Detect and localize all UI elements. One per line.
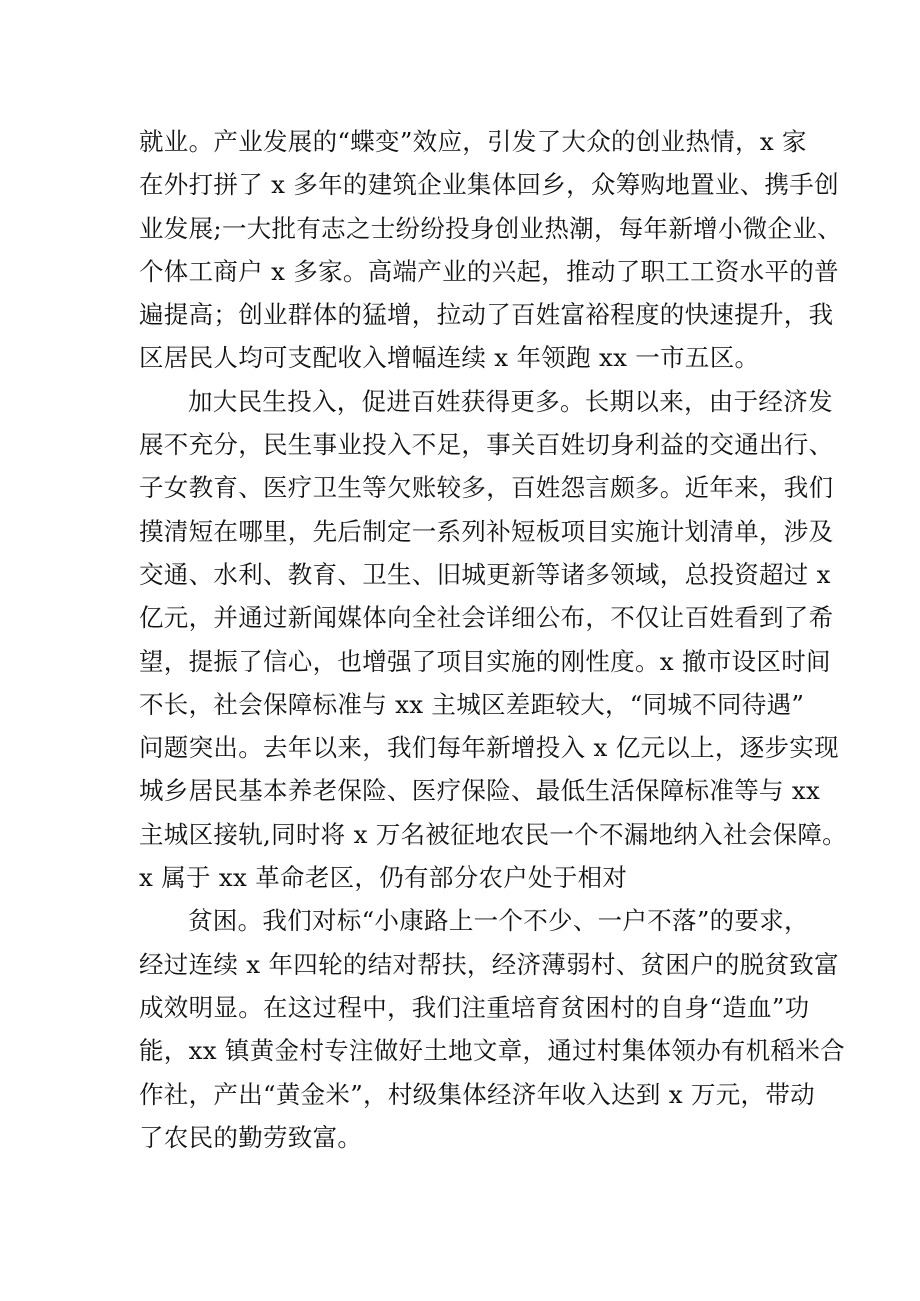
paragraph-start-line: 贫困。我们对标“小康路上一个不少、一户不落”的要求，	[188, 906, 809, 936]
text-line: 作社，产出“黄金米”，村级集体经济年收入达到 x 万元，带动	[139, 1079, 815, 1109]
text-line: 区居民人均可支配收入增幅连续 x 年领跑 xx 一市五区。	[139, 343, 760, 373]
text-line: 城乡居民基本养老保险、医疗保险、最低生活保障标准等与 xx	[139, 776, 821, 806]
text-line: 就业。产业发展的“蝶变”效应，引发了大众的创业热情，x 家	[139, 127, 807, 156]
text-line: 子女教育、医疗卫生等欠账较多，百姓怨言颇多。近年来，我们	[139, 473, 834, 503]
text-line: 望，提振了信心，也增强了项目实施的刚性度。x 撤市设区时间	[139, 646, 831, 676]
text-line: 成效明显。在这过程中，我们注重培育贫困村的自身“造血”功	[139, 992, 810, 1022]
text-line: 摸清短在哪里，先后制定一系列补短板项目实施计划清单，涉及	[139, 516, 834, 546]
text-line: 问题突出。去年以来，我们每年新增投入 x 亿元以上，逐步实现	[139, 733, 839, 763]
text-line: 能，xx 镇黄金村专注做好土地文章，通过村集体领办有机稻米合	[139, 1036, 845, 1066]
text-line: 了农民的勤劳致富。	[139, 1122, 363, 1152]
body-text	[139, 120, 847, 1159]
text-line: 亿元，并通过新闻媒体向全社会详细公布，不仅让百姓看到了希	[139, 603, 834, 633]
paragraph-start-line: 加大民生投入，促进百姓获得更多。长期以来，由于经济发	[188, 386, 833, 416]
text-line: 经过连续 x 年四轮的结对帮扶，经济薄弱村、贫困户的脱贫致富	[139, 949, 839, 979]
text-line: 不长，社会保障标准与 xx 主城区差距较大，“同城不同待遇”	[139, 689, 805, 719]
text-line: 业发展;一大批有志之士纷纷投身创业热潮，每年新增小微企业、	[139, 213, 842, 243]
text-line: 个体工商户 x 多家。高端产业的兴起，推动了职工工资水平的普	[139, 256, 839, 286]
text-line: 遍提高；创业群体的猛增，拉动了百姓富裕程度的快速提升，我	[139, 300, 834, 330]
text-line: 展不充分，民生事业投入不足，事关百姓切身利益的交通出行、	[139, 430, 834, 460]
text-line: 主城区接轨,同时将 x 万名被征地农民一个不漏地纳入社会保障。	[139, 819, 847, 849]
text-line: 交通、水利、教育、卫生、旧城更新等诸多领域，总投资超过 x	[139, 559, 831, 589]
text-line: x 属于 xx 革命老区，仍有部分农户处于相对	[139, 863, 628, 893]
text-line: 在外打拼了 x 多年的建筑企业集体回乡，众筹购地置业、携手创	[139, 170, 839, 200]
